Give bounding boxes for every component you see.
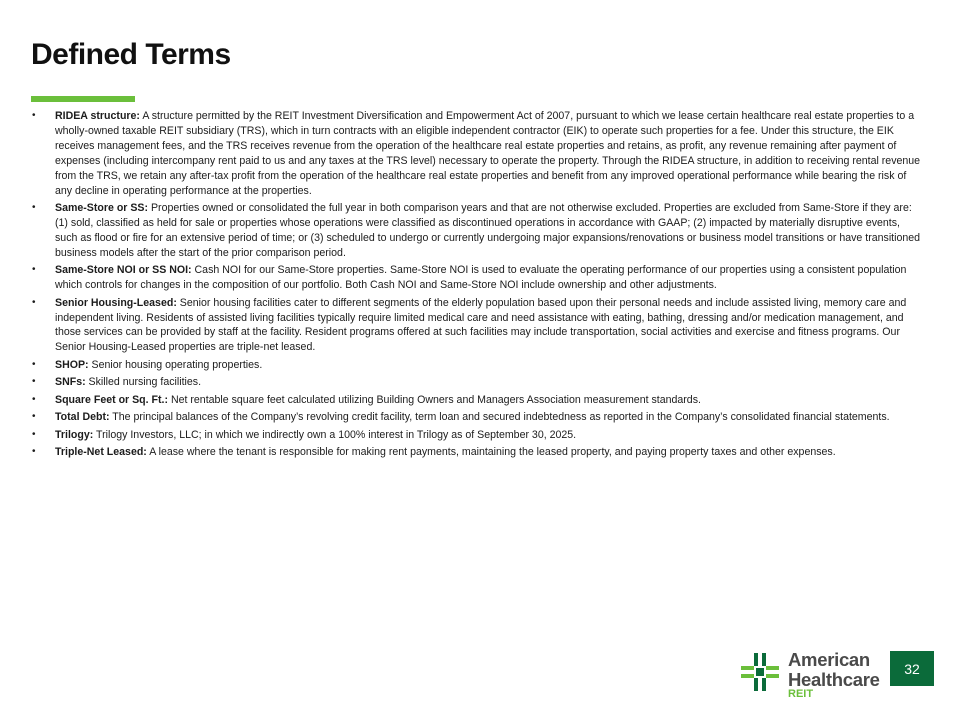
term-name: RIDEA structure: <box>55 110 140 122</box>
term-definition: Senior housing facilities cater to different segments of the elderly population based upon their personal needs and include assisted living, memory care and independent living. Residents of assisted living facilities typically require limited medical care and need assistance with eating, bathing, dressing and/or medication management, and those services can be provided by staff at the facility. Resident programs offered at such facilities may include transportation, social activities and exercise and fitness programs. Our Senior Housing-Leased properties are triple-net leased. <box>55 296 907 354</box>
list-item <box>31 393 924 408</box>
term-definition: Net rentable square feet calculated utilizing Building Owners and Managers Association measurement standards. <box>168 393 701 406</box>
page-title: Defined Terms <box>31 38 231 71</box>
term-name: Senior Housing-Leased: <box>55 296 177 309</box>
list-item <box>31 358 924 373</box>
term-definition: A structure permitted by the REIT Investment Diversification and Empowerment Act of 2007, pursuant to which we lease certain healthcare real estate properties to a wholly-owned taxable REIT subsidiary (TRS), which in turn contracts with an eligible independent contractor (EIK) to operate such properties for a fee. Under this structure, the EIK receives management fees, and the TRS receives revenue from the operation of the healthcare real estate properties and retains, as profit, any revenue remaining after payment of expenses (including intercompany rent paid to us and any taxes at the TRS level) necessary to operate the property. Through the RIDEA structure, in addition to receiving rental revenue from the TRS, we retain any after-tax profit from the operation of the healthcare real estate properties and benefit from any improved operational performance while bearing the risk of any decline in operating performance at the properties. <box>55 110 921 197</box>
list-item <box>31 375 924 390</box>
term-definition: Properties owned or consolidated the full year in both comparison years and that are not otherwise excluded. Properties are excluded from Same-Store if they are: (1) sold, classified as held for sale or properties whose operations were classified as discontinued operations in accordance with GAAP; (2) impacted by materially disruptive events, such as flood or fire for an extensive period of time; or (3) scheduled to undergo or currently undergoing major expansions/renovations or business model transitions or have transitioned business models after the start of the prior comparison period. <box>55 202 921 259</box>
term-name: SHOP: <box>55 358 89 371</box>
list-item <box>31 201 924 261</box>
term-name: Same-Store or SS: <box>55 202 149 215</box>
logo-line-healthcare: Healthcare <box>788 669 880 690</box>
term-name: Triple-Net Leased: <box>55 446 147 459</box>
term-name: Total Debt: <box>55 411 110 424</box>
term-definition: Skilled nursing facilities. <box>85 376 202 389</box>
logo-wordmark <box>788 650 880 690</box>
list-item <box>31 428 924 443</box>
list-item <box>31 263 924 293</box>
term-name: Same-Store NOI or SS NOI: <box>55 264 192 277</box>
term-definition: Trilogy Investors, LLC; in which we indirectly own a 100% interest in Trilogy as of September 30, 2025. <box>93 428 577 441</box>
logo-line-reit: REIT <box>788 688 814 700</box>
term-definition: A lease where the tenant is responsible for making rent payments, maintaining the leased property, and paying property taxes and other expenses. <box>146 446 836 459</box>
logo-line-american: American <box>788 649 870 670</box>
list-item <box>31 410 924 425</box>
list-item <box>31 296 924 356</box>
term-name: SNFs: <box>55 376 86 389</box>
defined-terms-list <box>31 109 924 463</box>
list-item <box>31 109 924 198</box>
list-item <box>31 445 924 460</box>
term-definition: The principal balances of the Company’s revolving credit facility, term loan and secured indebtedness as reported in the Company’s consolidated financial statements. <box>109 411 890 424</box>
term-definition: Cash NOI for our Same-Store properties. Same-Store NOI is used to evaluate the operating performance of our properties using a consistent population which controls for changes in the composition of our portfolio. Both Cash NOI and Same-Store NOI include ownership and other adjustments. <box>55 264 907 292</box>
plus-cross-icon <box>740 652 780 692</box>
term-definition: Senior housing operating properties. <box>88 358 263 371</box>
company-logo <box>740 650 880 700</box>
term-name: Square Feet or Sq. Ft.: <box>55 393 169 406</box>
page-number: 32 <box>890 651 934 686</box>
title-accent-bar <box>31 96 135 102</box>
term-name: Trilogy: <box>55 428 94 441</box>
